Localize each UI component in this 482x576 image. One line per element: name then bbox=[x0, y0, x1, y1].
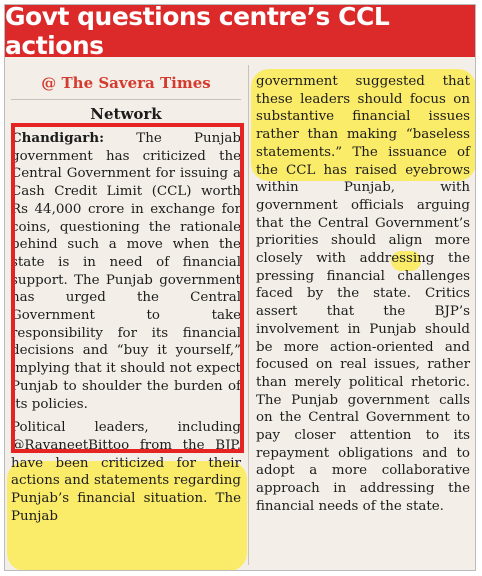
right-column bbox=[256, 73, 470, 516]
article-paragraph-2: Political leaders, including @RavaneetBittoo from the BJP, have been criticized for their actions and statements regarding Punjab’s financial situation. The Punjab bbox=[11, 420, 241, 524]
byline: @ The Savera Times bbox=[41, 74, 211, 92]
newspaper-clipping bbox=[4, 4, 476, 571]
article-text-1: The Punjab government has criticized the Central Government for issuing a Cash Credit Limit (CCL) worth Rs 44,000 crore in exchange for coins, questioning the rationale behind such a move when the state is in need of financial support. The Punjab government has urged the Central Government to take responsibility for its financial decisions and “buy it yourself,” implying that it should not expect Punjab to shoulder the burden of its policies. bbox=[11, 131, 241, 412]
red-annotation-box bbox=[11, 123, 244, 453]
section-label: Network bbox=[90, 105, 162, 123]
byline-separator bbox=[11, 99, 241, 100]
column-divider bbox=[248, 65, 249, 565]
headline: Govt questions centre’s CCL actions bbox=[5, 5, 476, 57]
dateline: Chandigarh: bbox=[11, 130, 105, 146]
article-paragraph-3: government suggested that these leaders should focus on substantive financial issues rather than making “baseless statements.” The issuance of the CCL has raised eyebrows within Punjab, with government officials arguing that the Central Government’s priorities should align more closely with addressing the pressing financial challenges faced by the state. Critics assert that the BJP’s involvement in Punjab should be more action-oriented and focused on real issues, rather than merely political rhetoric. The Punjab government calls on the Central Government to pay closer attention to its repayment obligations and to adopt a more collaborative approach in addressing the financial needs of the state. bbox=[256, 74, 470, 514]
